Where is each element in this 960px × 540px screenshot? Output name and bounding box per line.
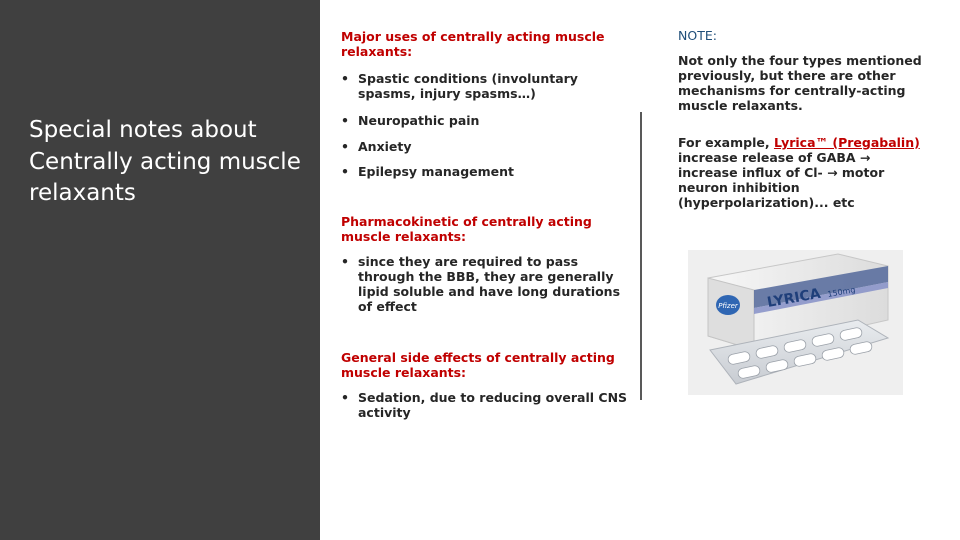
slide-title: Special notes about Centrally acting muscle relaxants bbox=[29, 117, 301, 206]
note-example-rest: increase release of GABA → increase influx of Cl- → motor neuron inhibition (hyperpolarization)... etc bbox=[678, 150, 885, 210]
uses-item-spastic: • Spastic conditions (involuntary spasms, injury spasms…) bbox=[341, 71, 631, 101]
lyrica-box-brand: LYRICA bbox=[765, 285, 822, 311]
lyrica-link[interactable]: Lyrica™ (Pregabalin) bbox=[773, 135, 920, 150]
column-divider bbox=[640, 112, 642, 400]
uses-item-epilepsy: • Epilepsy management bbox=[341, 164, 631, 179]
pfizer-logo: Pfizer bbox=[718, 302, 738, 310]
side-effects-item: • Sedation, due to reducing overall CNS activity bbox=[341, 390, 631, 420]
left-panel bbox=[0, 0, 320, 540]
pharmacokinetic-list bbox=[341, 254, 631, 314]
side-effects-list bbox=[341, 390, 631, 420]
uses-list bbox=[341, 71, 631, 179]
lyrica-box-dose: 150mg bbox=[826, 285, 857, 299]
uses-heading: Major uses of centrally acting muscle relaxants: bbox=[341, 29, 605, 59]
note-example bbox=[678, 135, 928, 210]
note-example-prefix: For example, bbox=[678, 135, 774, 150]
uses-item-anxiety: • Anxiety bbox=[341, 139, 631, 154]
side-effects-heading: General side effects of centrally acting muscle relaxants: bbox=[341, 350, 615, 380]
note-heading bbox=[678, 28, 928, 43]
lyrica-product-photo bbox=[688, 250, 903, 395]
lyrica-photo-illustration bbox=[688, 250, 903, 395]
note-colon: : bbox=[712, 28, 717, 43]
note-paragraph: Not only the four types mentioned previously, but there are other mechanisms for centrally-acting muscle relaxants. bbox=[678, 53, 922, 113]
pharmacokinetic-item: • since they are required to pass through the BBB, they are generally lipid soluble and have long durations of effect bbox=[341, 254, 631, 314]
note-label: NOTE bbox=[678, 28, 713, 43]
pharmacokinetic-heading: Pharmacokinetic of centrally acting muscle relaxants: bbox=[341, 214, 592, 244]
uses-item-neuropathic: • Neuropathic pain bbox=[341, 113, 631, 128]
right-column bbox=[678, 28, 928, 210]
middle-column bbox=[341, 29, 631, 420]
